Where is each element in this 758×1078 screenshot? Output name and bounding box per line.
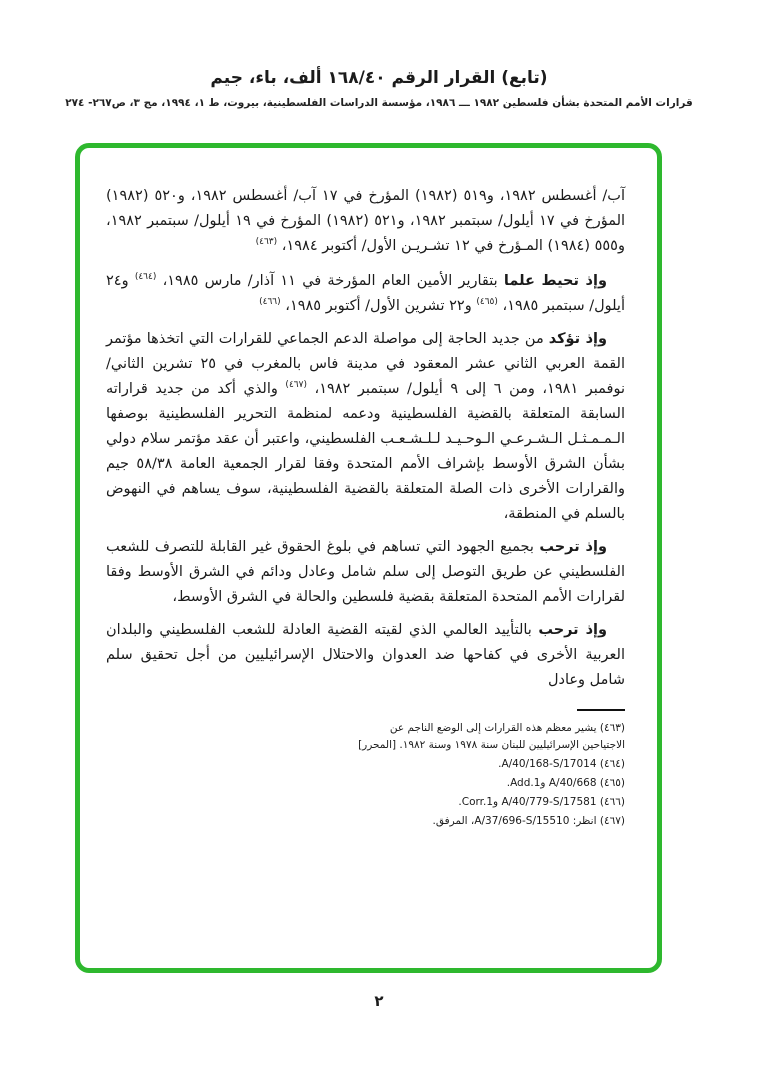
paragraph-5-text: بالتأييد العالمي الذي لقيته القضية العادلة للشعب الفلسطيني والبلدان العربية الأخرى في كفاحها ضد العدوان والاحتلال الإسرائيليين من أجل تحقيق سلم شامل وعادل (106, 622, 625, 688)
paragraph-1-text: آب/ أغسطس ١٩٨٢، و٥١٩ (١٩٨٢) المؤرخ في ١٧ آب/ أغسطس ١٩٨٢، و٥٢٠ (١٩٨٢) المؤرخ في ١٧ أيلول/ سبتمبر ١٩٨٢، و٥٢١ (١٩٨٢) المؤرخ في ١٩ أيلول/ سبتمبر ١٩٨٢، و٥٥٥ (١٩٨٤) المـؤرخ في ١٢ تشـريـن الأول/ أكتوبر ١٩٨٤، (106, 188, 626, 254)
paragraph-2-lead: وإذ تحيط علما (503, 273, 607, 289)
footnote-ref-463: (٤٦٣) (255, 237, 278, 248)
source-citation-line: قرارات الأمم المتحدة بشأن فلسطين ١٩٨٢ ـــ ١٩٨٦، مؤسسة الدراسات الفلسطينية، بيروت، ط ١، ١٩٩٤، مج ٣، ص٢٦٧- ٢٧٤ (65, 97, 693, 109)
page-header (0, 0, 758, 109)
footnote-text: A/40/668 وAdd.1. (506, 777, 597, 789)
footnote-text: A/40/168-S/17014. (498, 758, 597, 770)
footnote-466 (349, 794, 625, 811)
resolution-text (106, 184, 625, 693)
paragraph-4 (106, 535, 625, 610)
paragraph-5-lead: وإذ ترحب (538, 622, 607, 638)
footnote-number: (٤٦٦) (599, 796, 625, 808)
footnote-number: (٤٦٥) (599, 777, 625, 789)
paragraph-3 (106, 327, 625, 527)
paragraph-3-text-1: من جديد الحاجة إلى مواصلة الدعم الجماعي للقرارات التي اتخذها مؤتمر القمة العربي الثاني عشر المعقود في مدينة فاس بالمغرب في ٢٥ تشرين الثاني/ نوفمبر ١٩٨١، ومن ٦ إلى ٩ أيلول/ سبتمبر ١٩٨٢، (106, 331, 625, 397)
paragraph-1 (106, 184, 625, 259)
footnote-text: يشير معظم هذه القرارات إلى الوضع الناجم عن الاجتياحين الإسرائيليين للبنان سنة ١٩٧٨ وسنة ١٩٨٢. [المحرر] (358, 722, 625, 751)
footnote-ref-467: (٤٦٧) (285, 380, 307, 391)
document-frame (75, 143, 662, 973)
paragraph-3-lead: وإذ تؤكد (548, 331, 607, 347)
page-number: ٢ (374, 992, 384, 1010)
footnote-number: (٤٦٤) (599, 758, 625, 770)
paragraph-3-text-2: والذي أكد من جديد قراراته السابقة المتعلقة بالقضية الفلسطينية ودعمه لمنظمة التحرير الفلسطينية بوصفها الـمـمـثـل الـشـرعـي الـوحـيـد لـلـشـعـب الفلسطيني، واعتبر أن عقد مؤتمر سلام دولي بشأن الشرق الأوسط بإشراف الأمم المتحدة وفقا لقرار الجمعية العامة ٥٨/٣٨ جيم والقرارات الأخرى ذات الصلة المتعلقة بالقضية الفلسطينية، سوف يساهم في النهوض بالسلم في المنطقة، (106, 381, 625, 522)
footnote-467 (349, 813, 625, 830)
footnotes-block (349, 720, 625, 830)
footnote-ref-466: (٤٦٦) (259, 297, 281, 308)
paragraph-5 (106, 618, 625, 693)
footnote-number: (٤٦٣) (599, 722, 625, 734)
paragraph-2-text-3: و٢٢ تشرين الأول/ أكتوبر ١٩٨٥، (280, 298, 477, 314)
footnote-text: انظر: A/37/696-S/15510، المرفق. (432, 815, 597, 827)
paragraph-2 (106, 269, 625, 319)
document-body (80, 148, 657, 830)
footnote-463 (349, 720, 625, 754)
paragraph-4-lead: وإذ ترحب (539, 539, 607, 555)
footnote-number: (٤٦٧) (599, 815, 625, 827)
paragraph-2-text-2: و٢٤ أيلول/ سبتمبر ١٩٨٥، (106, 273, 625, 314)
footnote-464 (349, 756, 625, 773)
footnote-text: A/40/779-S/17581 وCorr.1. (458, 796, 597, 808)
page-title: (تابع) القرار الرقم ١٦٨/٤٠ ألف، باء، جيم (210, 68, 548, 88)
footnote-ref-464: (٤٦٤) (134, 272, 157, 283)
paragraph-2-text-1: بتقارير الأمين العام المؤرخة في ١١ آذار/ مارس ١٩٨٥، (156, 273, 504, 289)
footnote-ref-465: (٤٦٥) (476, 297, 498, 308)
footnote-separator (577, 709, 625, 711)
paragraph-4-text: بجميع الجهود التي تساهم في بلوغ الحقوق غير القابلة للتصرف للشعب الفلسطيني عن طريق التوصل إلى سلم شامل وعادل ودائم في الشرق الأوسط وفقا لقرارات الأمم المتحدة المتعلقة بقضية فلسطين والحالة في الشرق الأوسط، (106, 539, 625, 605)
footnote-465 (349, 775, 625, 792)
